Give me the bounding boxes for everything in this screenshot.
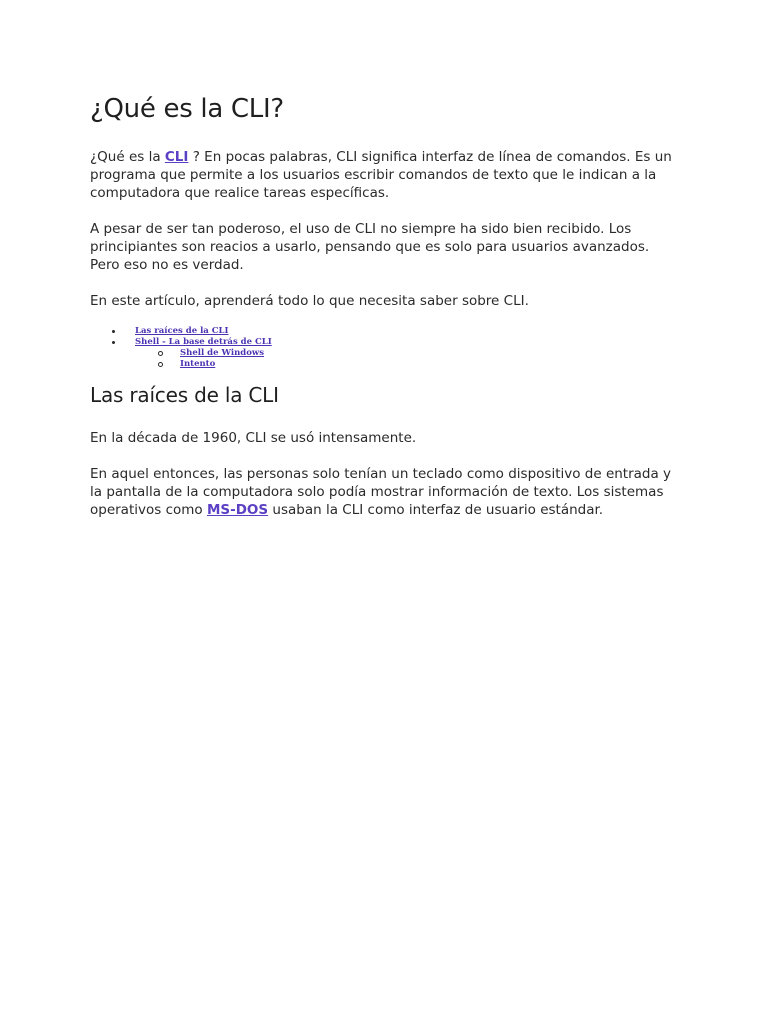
toc-link-intento[interactable]: Intento xyxy=(180,359,216,369)
paragraph-2: A pesar de ser tan poderoso, el uso de CLI no siempre ha sido bien recibido. Los principiantes son reacios a usarlo, pensando que es solo para usuarios avanzados. Pero eso no es verdad. xyxy=(90,221,650,273)
toc-subitem xyxy=(90,359,272,370)
intro-suffix: ? En pocas palabras, CLI significa interfaz de línea de comandos. Es un programa que permite a los usuarios escribir comandos de texto que le indican a la computadora que realice tareas específicas. xyxy=(90,149,672,201)
toc-link-raices[interactable]: Las raíces de la CLI xyxy=(135,326,229,336)
toc-item xyxy=(90,337,272,348)
table-of-contents xyxy=(90,326,272,370)
toc-link-shell[interactable]: Shell - La base detrás de CLI xyxy=(135,337,272,347)
section-paragraph-2 xyxy=(90,465,675,519)
paragraph-3: En este artículo, aprenderá todo lo que necesita saber sobre CLI. xyxy=(90,293,529,309)
circle-bullet-icon xyxy=(158,362,163,367)
circle-bullet-icon xyxy=(158,351,163,356)
toc-subitem xyxy=(90,348,272,359)
bullet-icon xyxy=(112,330,115,333)
bullet-icon xyxy=(112,341,115,344)
toc-subitems xyxy=(90,348,272,370)
page-title: ¿Qué es la CLI? xyxy=(90,94,284,124)
section-p2-prefix: En aquel entonces, las personas solo tenían un teclado como dispositivo de entrada y la pantalla de la computadora solo podía mostrar información de texto. Los sistemas operativos como xyxy=(90,466,672,518)
cli-link[interactable]: CLI xyxy=(164,149,189,165)
toc-link-shell-windows[interactable]: Shell de Windows xyxy=(180,348,264,358)
msdos-link[interactable]: MS-DOS xyxy=(206,502,269,518)
section-paragraph-1: En la década de 1960, CLI se usó intensamente. xyxy=(90,430,417,446)
intro-prefix: ¿Qué es la xyxy=(90,149,165,165)
intro-paragraph xyxy=(90,148,675,202)
section-heading: Las raíces de la CLI xyxy=(90,383,279,407)
section-p2-suffix: usaban la CLI como interfaz de usuario estándar. xyxy=(268,502,604,518)
toc-item xyxy=(90,326,272,337)
